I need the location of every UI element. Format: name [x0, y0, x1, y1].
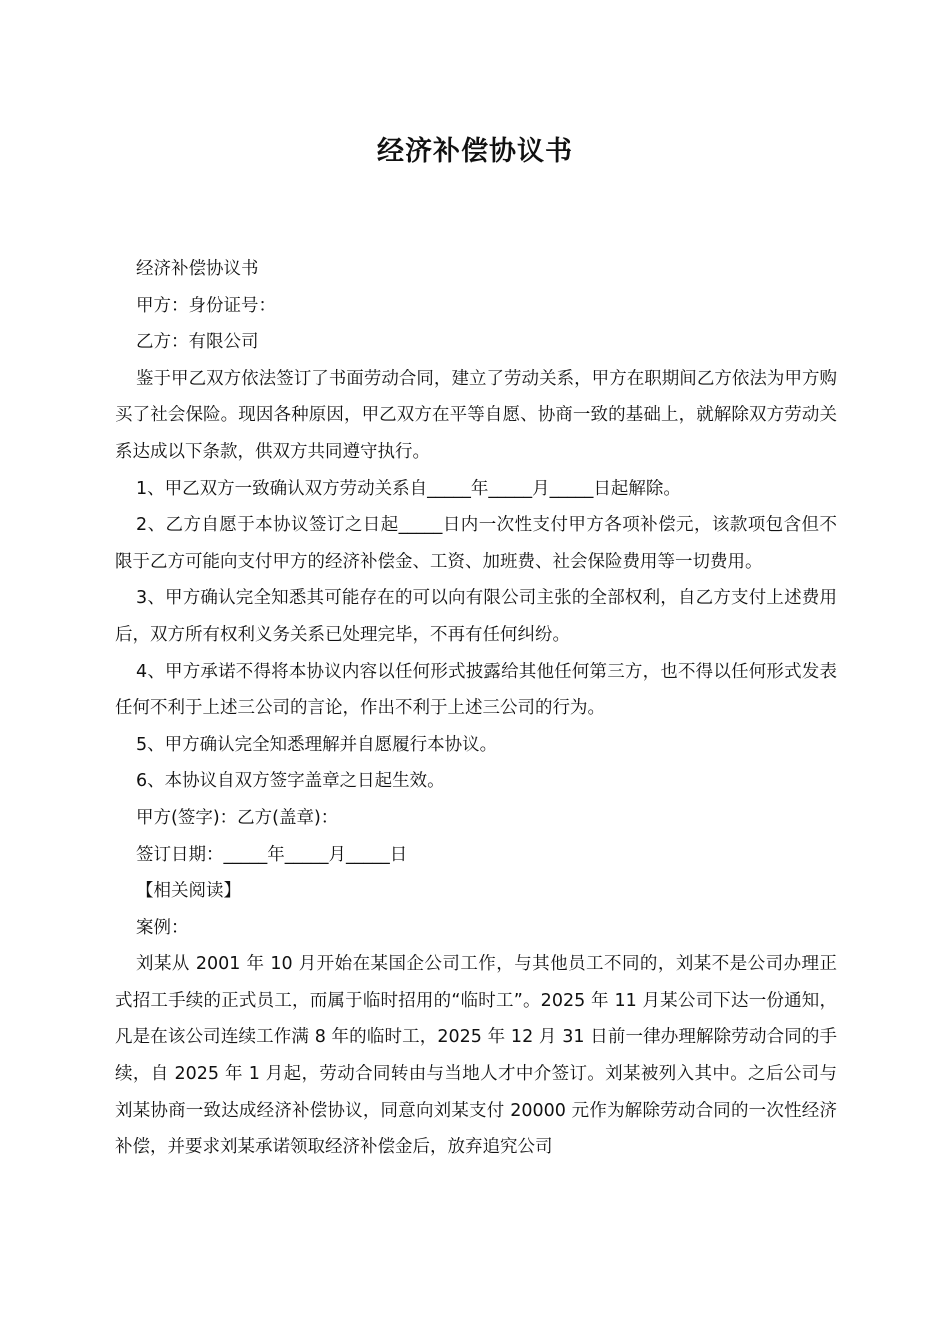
clause-5: 5、甲方确认完全知悉理解并自愿履行本协议。 [136, 734, 498, 755]
subtitle-line: 经济补偿协议书 [136, 259, 259, 279]
party-b-line: 乙方：有限公司 [136, 332, 259, 353]
preamble-paragraph: 鉴于甲乙双方依法签订了书面劳动合同，建立了劳动关系，甲方在职期间乙方依法为甲方购买了社会保险。现因各种原因，甲乙双方在平等自愿、协商一致的基础上，就解除双方劳动关系达成以下条款，供双方共同遵守执行。 [115, 368, 837, 462]
party-a-line: 甲方：身份证号： [136, 295, 276, 316]
clause-1: 1、甲乙双方一致确认双方劳动关系自_____年_____月_____日起解除。 [136, 478, 681, 499]
related-reading-heading: 【相关阅读】 [136, 881, 241, 902]
document-body [115, 251, 837, 1166]
document-title: 经济补偿协议书 [377, 136, 573, 167]
clause-3: 3、甲方确认完全知悉其可能存在的可以向有限公司主张的全部权利，自乙方支付上述费用后，双方所有权利义务关系已处理完毕，不再有任何纠纷。 [115, 588, 837, 645]
clause-4: 4、甲方承诺不得将本协议内容以任何形式披露给其他任何第三方，也不得以任何形式发表任何不利于上述三公司的言论，作出不利于上述三公司的行为。 [115, 661, 837, 719]
case-label: 案例： [136, 917, 189, 938]
clause-6: 6、本协议自双方签字盖章之日起生效。 [136, 771, 445, 792]
case-paragraph: 刘某从 2001 年 10 月开始在某国企公司工作，与其他员工不同的，刘某不是公司办理正式招工手续的正式员工，而属于临时招用的“临时工”。2025 年 11 月某公司下达一份通知，凡是在该公司连续工作满 8 年的临时工，2025 年 12 月 31 日前一律办理解除劳动合同的手续，自 2025 年 1 月起，劳动合同转由与当地人才中介签订。刘某被列入其中。之后公司与刘某协商一致达成经济补偿协议，同意向刘某支付 20000 元作为解除劳动合同的一次性经济补偿，并要求刘某承诺领取经济补偿金后，放弃追究公司 [115, 954, 837, 1158]
signature-line: 甲方(签字)：乙方(盖章)： [136, 807, 339, 828]
sign-date-line: 签订日期：_____年_____月_____日 [136, 844, 408, 865]
clause-2: 2、乙方自愿于本协议签订之日起_____日内一次性支付甲方各项补偿元，该款项包含但不限于乙方可能向支付甲方的经济补偿金、工资、加班费、社会保险费用等一切费用。 [115, 515, 837, 572]
